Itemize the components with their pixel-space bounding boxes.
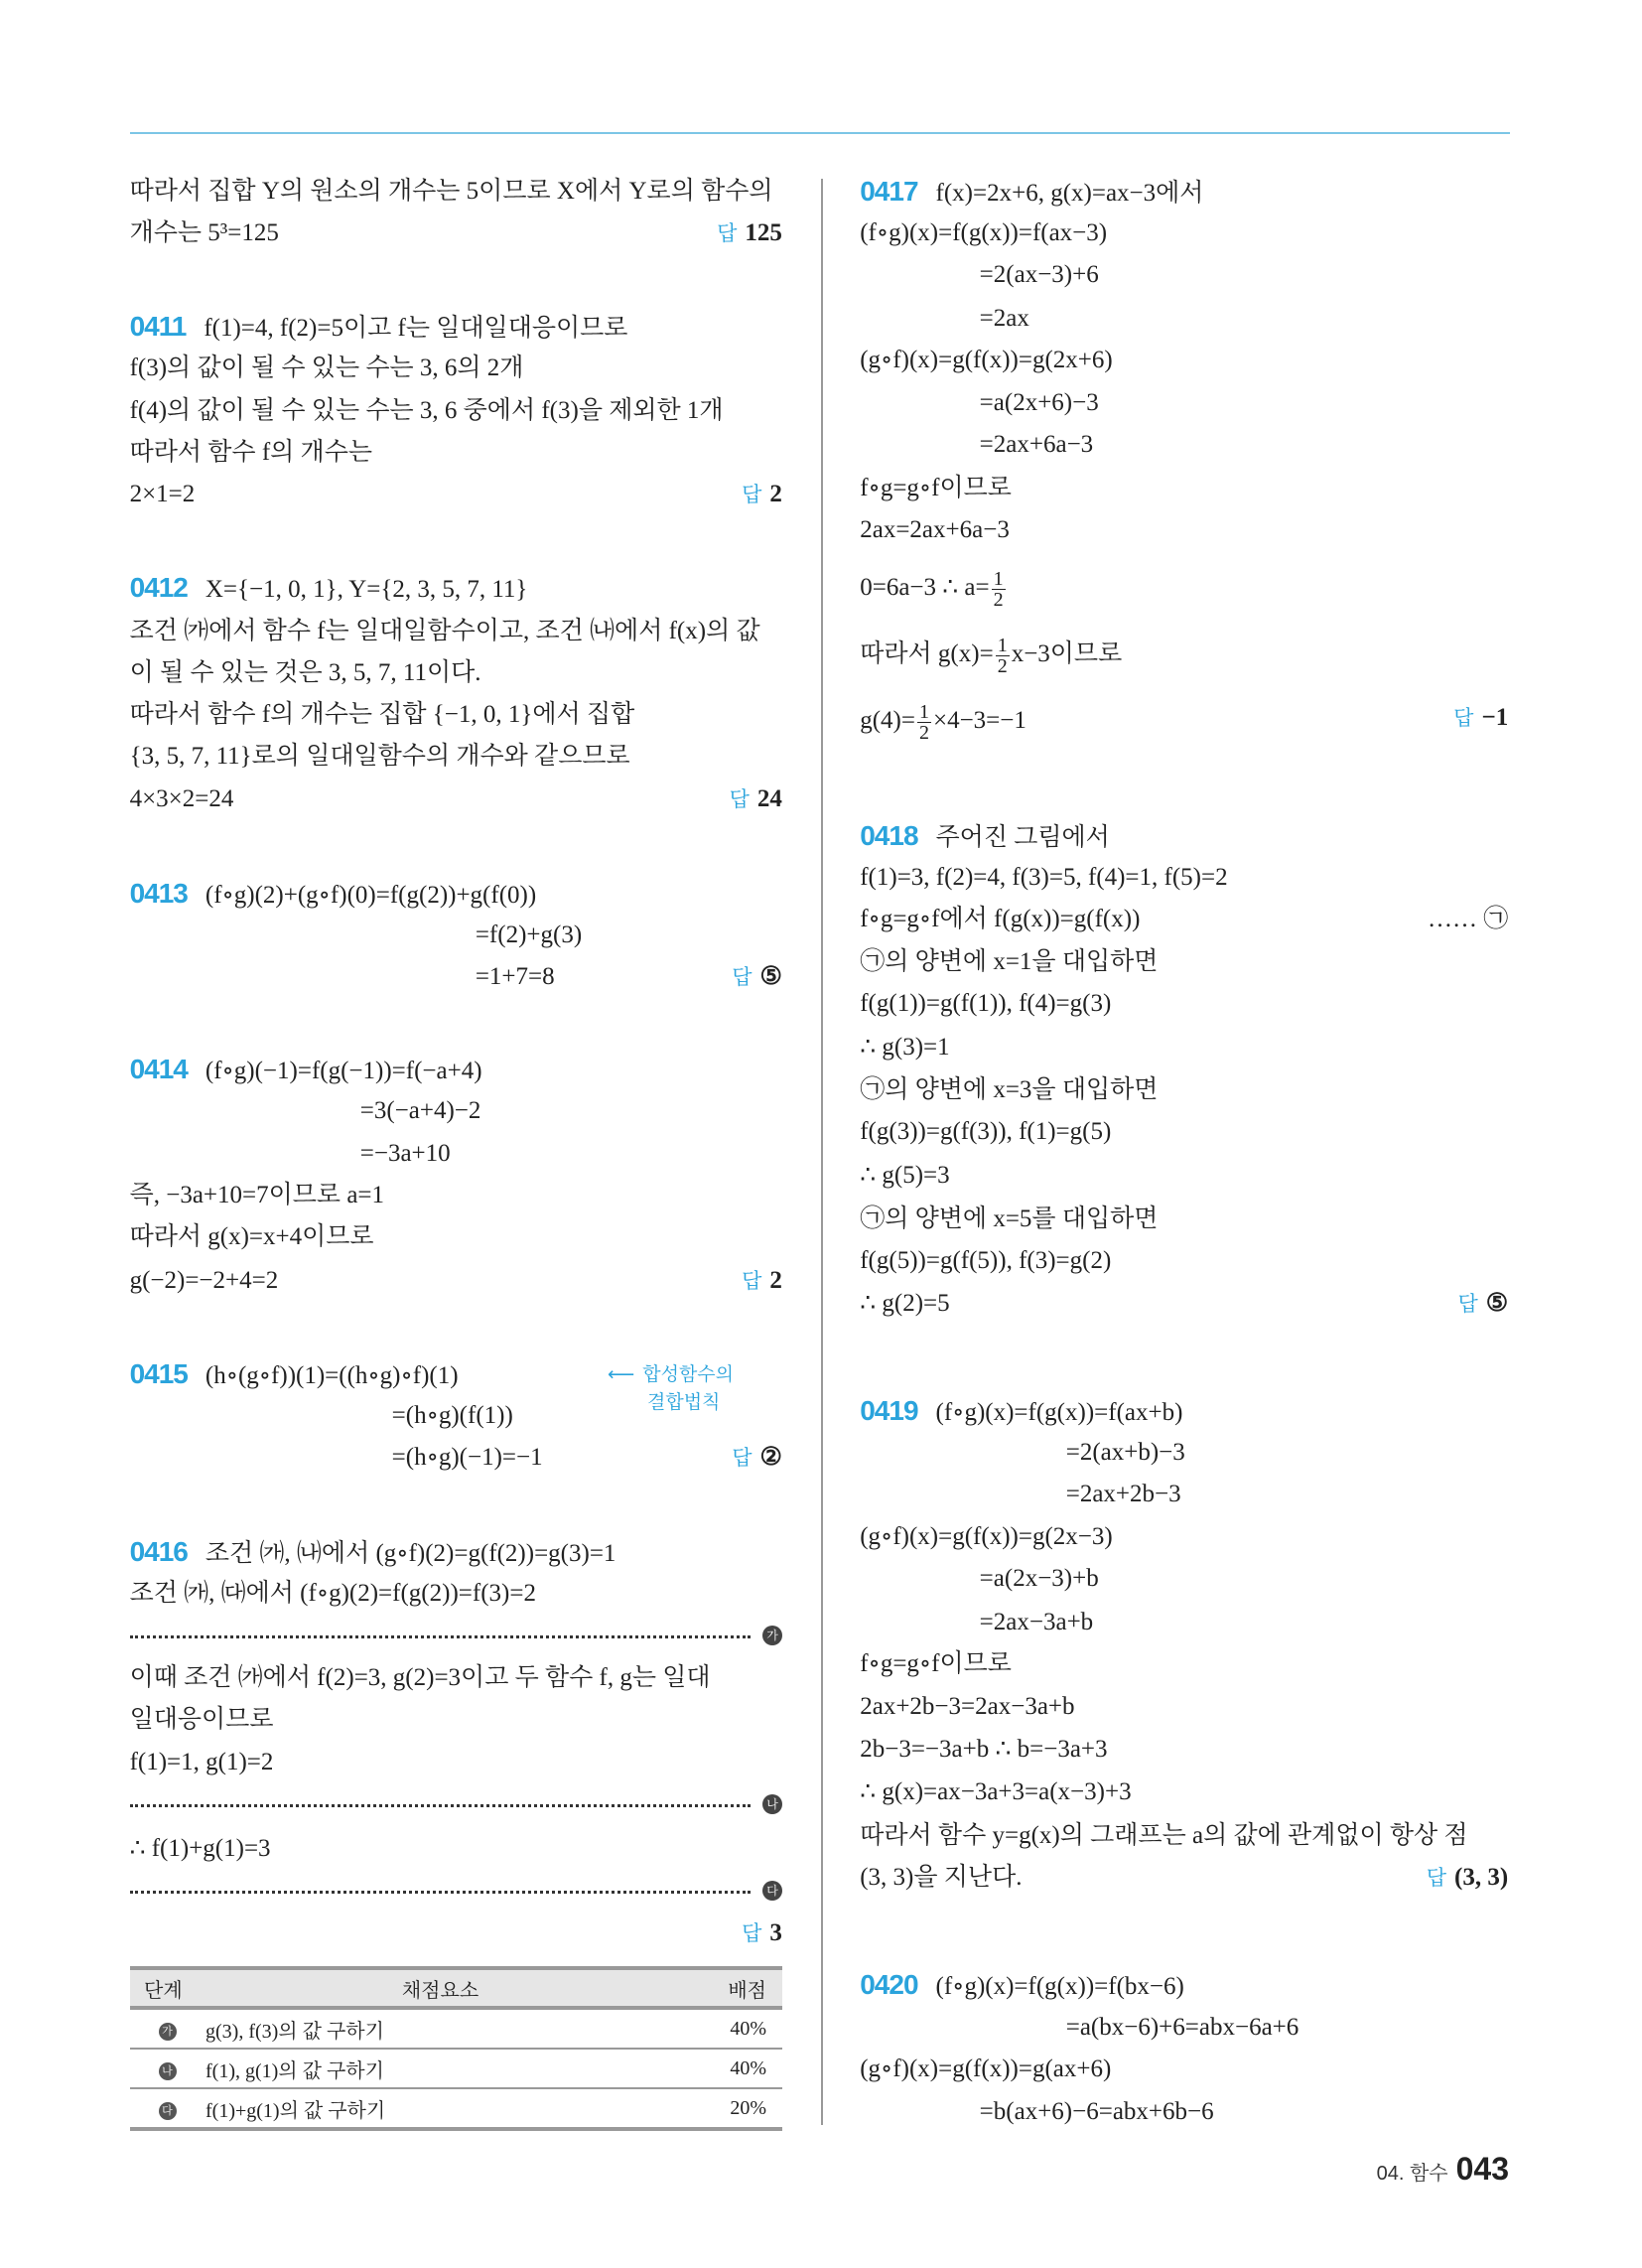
- fraction-denominator: 2: [997, 654, 1008, 677]
- left-line: f(1)=1, g(1)=2: [129, 1748, 274, 1775]
- left-line: 4×3×2=24: [129, 785, 234, 813]
- header-points: 배점: [676, 1968, 782, 2008]
- answer-value: (3, 3): [1454, 1863, 1509, 1891]
- answer: [730, 783, 782, 816]
- left-line: 0412 X={−1, 0, 1}, Y={2, 3, 5, 7, 11}: [129, 572, 528, 603]
- note-line-1: 합성함수의: [642, 1364, 735, 1385]
- left-line: 이 될 수 있는 것은 3, 5, 7, 11이다.: [129, 658, 481, 686]
- top-rule: [130, 132, 1510, 134]
- problem-number: 0418: [860, 819, 918, 851]
- left-line: =−3a+10: [359, 1140, 451, 1168]
- left-line: 0415 (h∘(g∘f))(1)=((h∘g)∘f)(1): [129, 1358, 459, 1390]
- row-item: f(1)+g(1)의 값 구하기: [205, 2088, 676, 2129]
- table-row: [130, 2088, 782, 2129]
- right-line: 0419 (f∘g)(x)=f(g(x))=f(ax+b): [860, 1394, 1183, 1426]
- answer-value: 2: [769, 480, 782, 507]
- table-row: [130, 2049, 782, 2088]
- right-line: 0417 f(x)=2x+6, g(x)=ax−3에서: [860, 175, 1204, 207]
- left-line: =(h∘g)(f(1)): [391, 1402, 513, 1430]
- equation-tag: …… ㉠: [1427, 905, 1509, 932]
- problem-number: 0415: [129, 1358, 188, 1390]
- right-line: 2ax+2b−3=2ax−3a+b: [860, 1693, 1075, 1721]
- header-item: 채점요소: [205, 1968, 676, 2008]
- answer-value: 2: [769, 1266, 782, 1294]
- problem-number: 0411: [129, 311, 187, 343]
- left-line: 따라서 함수 f의 개수는: [129, 438, 373, 466]
- right-line: ㉠의 양변에 x=5를 대입하면: [860, 1205, 1159, 1232]
- right-line: ∴ g(5)=3: [860, 1162, 950, 1190]
- right-line: =b(ax+6)−6=abx+6b−6: [979, 2098, 1214, 2126]
- answer-value: ⑤: [759, 962, 782, 990]
- right-line: f(g(1))=g(f(1)), f(4)=g(3): [860, 990, 1112, 1018]
- answer: [1457, 1288, 1508, 1321]
- answer-value: ⑤: [1485, 1290, 1509, 1318]
- row-points: 40%: [676, 2008, 782, 2049]
- left-line: g(−2)=−2+4=2: [129, 1266, 279, 1294]
- right-line: 2ax=2ax+6a−3: [860, 515, 1010, 543]
- right-line: 따라서 함수 y=g(x)의 그래프는 a의 값에 관계없이 항상 점: [860, 1821, 1468, 1849]
- header-step: 단계: [130, 1968, 205, 2008]
- step-mark: 나: [762, 1794, 782, 1814]
- right-line: =2ax+2b−3: [1065, 1480, 1181, 1507]
- answer-value: 24: [756, 785, 782, 813]
- right-line: =a(bx−6)+6=abx−6a+6: [1065, 2013, 1300, 2041]
- fraction: [992, 569, 1006, 610]
- table-header-row: [130, 1968, 782, 2008]
- left-line: 이때 조건 ㈎에서 f(2)=3, g(2)=3이고 두 함수 f, g는 일대: [129, 1664, 711, 1692]
- answer-value: 125: [745, 219, 782, 247]
- step-badge: 나: [159, 2062, 177, 2080]
- right-line: f(1)=3, f(2)=4, f(3)=5, f(4)=1, f(5)=2: [860, 863, 1228, 891]
- answer: [742, 1917, 782, 1950]
- step-badge: 가: [159, 2023, 177, 2041]
- left-line: 2×1=2: [129, 480, 196, 507]
- answer: [1453, 702, 1508, 735]
- page-number: 043: [1455, 2151, 1509, 2187]
- left-line: =1+7=8: [475, 962, 555, 990]
- answer-label: 답: [732, 965, 753, 989]
- right-line: (f∘g)(x)=f(g(x))=f(ax−3): [860, 219, 1108, 247]
- right-line: =a(2x+6)−3: [979, 389, 1099, 417]
- left-line: f(3)의 값이 될 수 있는 수는 3, 6의 2개: [129, 354, 524, 382]
- problem-number: 0416: [129, 1535, 188, 1567]
- step-divider: [130, 1891, 751, 1894]
- right-line: (3, 3)을 지난다.: [860, 1863, 1023, 1891]
- answer-label: 답: [1457, 1293, 1478, 1317]
- right-line: f∘g=g∘f이므로: [860, 1649, 1012, 1677]
- left-line: =3(−a+4)−2: [359, 1096, 481, 1124]
- right-line: 0418 주어진 그림에서: [860, 819, 1110, 851]
- problem-number: 0414: [129, 1053, 188, 1084]
- left-line: 0411 f(1)=4, f(2)=5이고 f는 일대일대응이므로: [129, 311, 628, 343]
- right-line: =2(ax−3)+6: [979, 261, 1099, 289]
- right-line: (g∘f)(x)=g(f(x))=g(2x−3): [860, 1523, 1113, 1551]
- right-line: ㉠의 양변에 x=3을 대입하면: [860, 1076, 1159, 1104]
- right-line: 0=6a−3 ∴ a= $\frac{1}{2}$: [860, 568, 1004, 612]
- left-line: 조건 ㈎에서 함수 f는 일대일함수이고, 조건 ㈏에서 f(x)의 값: [129, 617, 760, 644]
- right-line: (g∘f)(x)=g(f(x))=g(2x+6): [860, 346, 1113, 373]
- problem-number: 0420: [860, 1969, 918, 2001]
- answer-label: 답: [742, 483, 762, 506]
- fraction-denominator: 2: [918, 721, 929, 744]
- answer: [717, 217, 782, 250]
- left-line: 0413 (f∘g)(2)+(g∘f)(0)=f(g(2))+g(f(0)): [129, 877, 537, 909]
- answer-value: 3: [769, 1919, 782, 1947]
- right-line: =2(ax+b)−3: [1065, 1438, 1185, 1466]
- answer-value: ②: [759, 1444, 782, 1472]
- left-line: 일대응이므로: [129, 1706, 274, 1734]
- column-divider: [821, 179, 823, 2125]
- fraction: [996, 636, 1010, 676]
- right-line: ∴ g(x)=ax−3a+3=a(x−3)+3: [860, 1778, 1132, 1806]
- row-points: 40%: [676, 2049, 782, 2088]
- answer-label: 답: [729, 788, 750, 812]
- left-line: 따라서 g(x)=x+4이므로: [129, 1223, 374, 1251]
- left-line: =(h∘g)(−1)=−1: [391, 1444, 543, 1472]
- left-line: f(4)의 값이 될 수 있는 수는 3, 6 중에서 f(3)을 제외한 1개: [129, 396, 724, 424]
- answer-label: 답: [717, 222, 738, 246]
- right-line: ㉠의 양변에 x=1을 대입하면: [860, 948, 1159, 976]
- answer-label: 답: [742, 1922, 762, 1946]
- step-divider: [130, 1804, 751, 1807]
- left-line: 따라서 함수 f의 개수는 집합 {−1, 0, 1}에서 집합: [129, 700, 635, 728]
- left-line: 개수는 5³=125: [129, 219, 279, 247]
- answer: [742, 479, 782, 511]
- right-line: =2ax−3a+b: [979, 1608, 1094, 1635]
- left-line: 따라서 집합 Y의 원소의 개수는 5이므로 X에서 Y로의 함수의: [129, 177, 773, 205]
- right-line: =2ax: [979, 304, 1029, 332]
- answer-value: −1: [1481, 703, 1509, 731]
- right-line: (g∘f)(x)=g(f(x))=g(ax+6): [860, 2055, 1112, 2082]
- step-badge: 다: [159, 2102, 177, 2120]
- row-item: f(1), g(1)의 값 구하기: [205, 2049, 676, 2088]
- step-divider: [130, 1635, 751, 1638]
- left-line: ∴ f(1)+g(1)=3: [129, 1834, 271, 1862]
- left-line: {3, 5, 7, 11}로의 일대일함수의 개수와 같으므로: [129, 742, 630, 770]
- right-line: 2b−3=−3a+b ∴ b=−3a+3: [860, 1735, 1108, 1763]
- right-line: f∘g=g∘f이므로: [860, 474, 1012, 501]
- problem-number: 0412: [129, 572, 188, 603]
- left-line: 즉, −3a+10=7이므로 a=1: [129, 1182, 385, 1209]
- left-line: =f(2)+g(3): [475, 921, 583, 948]
- answer-label: 답: [1453, 706, 1474, 730]
- answer-label: 답: [1426, 1866, 1447, 1890]
- fraction-numerator: 1: [997, 634, 1008, 656]
- problem-number: 0419: [860, 1394, 918, 1426]
- answer-label: 답: [742, 1269, 762, 1293]
- right-line: 0420 (f∘g)(x)=f(g(x))=f(bx−6): [860, 1969, 1184, 2001]
- chapter-label: 04. 함수: [1376, 2163, 1448, 2185]
- right-line: ∴ g(2)=5: [860, 1290, 950, 1318]
- answer: [732, 961, 782, 994]
- step-mark: 가: [762, 1626, 782, 1645]
- step-mark: 다: [762, 1881, 782, 1901]
- problem-number: 0417: [860, 175, 918, 207]
- fraction: [917, 702, 931, 743]
- left-arrow-icon: ⟵: [608, 1364, 635, 1385]
- table-row: [130, 2008, 782, 2049]
- row-points: 20%: [676, 2088, 782, 2129]
- fraction-denominator: 2: [993, 589, 1004, 612]
- right-line: f(g(3))=g(f(3)), f(1)=g(5): [860, 1118, 1112, 1146]
- right-line: ∴ g(3)=1: [860, 1033, 950, 1061]
- fraction-numerator: 1: [993, 568, 1004, 591]
- side-note: [608, 1361, 734, 1417]
- right-line: g(4)= $\frac{1}{2}$ ×4−3=−1: [860, 700, 1026, 744]
- answer: [732, 1442, 782, 1475]
- page-footer: [1377, 2151, 1509, 2188]
- left-line: 0416 조건 ㈎, ㈏에서 (g∘f)(2)=g(f(2))=g(3)=1: [129, 1535, 616, 1567]
- left-line: 0414 (f∘g)(−1)=f(g(−1))=f(−a+4): [129, 1053, 482, 1084]
- fraction-numerator: 1: [918, 700, 929, 723]
- right-line: =2ax+6a−3: [979, 431, 1094, 459]
- right-line: f(g(5))=g(f(5)), f(3)=g(2): [860, 1246, 1112, 1274]
- answer-label: 답: [732, 1447, 753, 1471]
- left-line: 조건 ㈎, ㈐에서 (f∘g)(2)=f(g(2))=f(3)=2: [129, 1579, 536, 1607]
- row-item: g(3), f(3)의 값 구하기: [205, 2008, 676, 2049]
- problem-number: 0413: [129, 877, 188, 909]
- answer: [1427, 1862, 1508, 1895]
- right-line: =a(2x−3)+b: [979, 1565, 1099, 1593]
- scoring-table: [130, 1966, 782, 2131]
- answer: [742, 1265, 782, 1298]
- right-line: f∘g=g∘f에서 f(g(x))=g(f(x)): [860, 905, 1141, 932]
- note-line-2: 결합법칙: [647, 1392, 721, 1413]
- right-line: 따라서 g(x)= $\frac{1}{2}$ x−3이므로: [860, 634, 1123, 677]
